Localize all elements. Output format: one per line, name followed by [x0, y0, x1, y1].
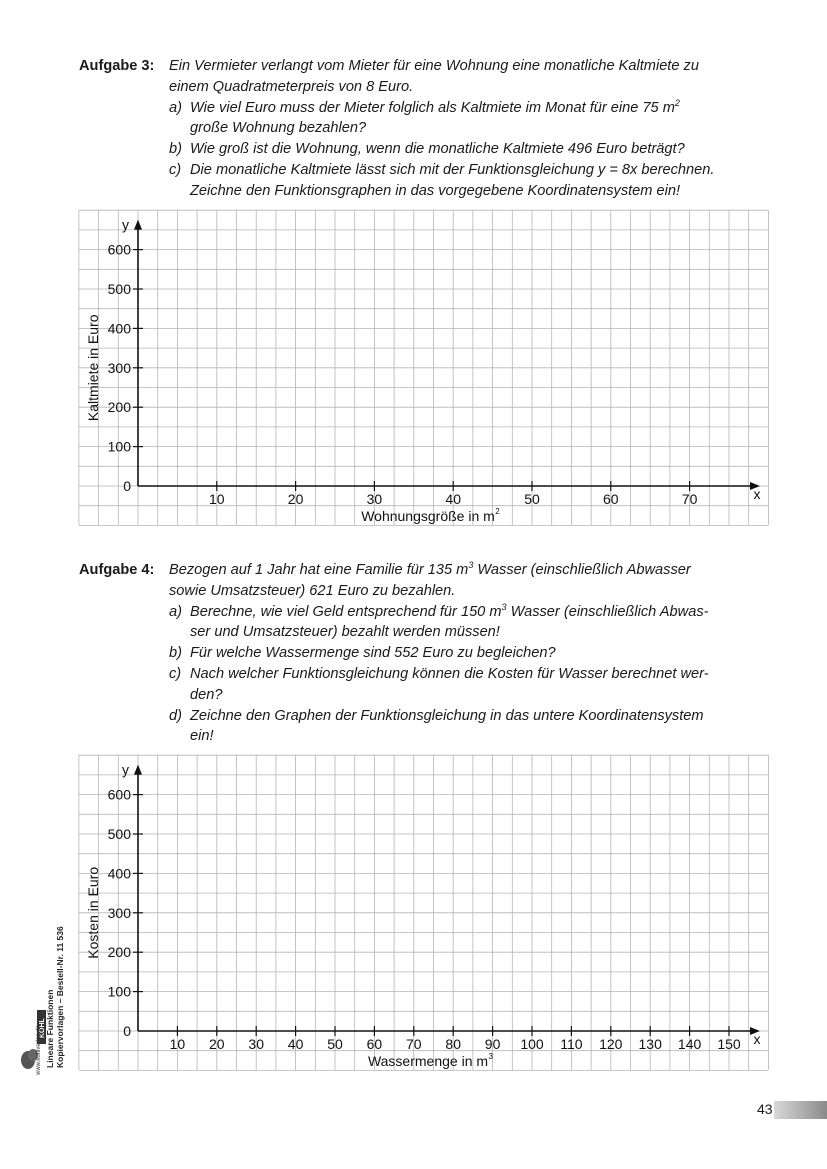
task-3-b-text: Wie groß ist die Wohnung, wenn die monatliche Kaltmiete 496 Euro beträgt?	[190, 141, 685, 158]
chart-1-x-tick-label: 30	[366, 491, 383, 507]
task-4-c-line-2: den?	[190, 686, 223, 703]
chart-2-x-tick-label: 20	[209, 1036, 225, 1052]
task-4-d-letter: d)	[169, 707, 182, 724]
chart-1-y-tick-label: 400	[107, 320, 131, 337]
task-4-intro-line-2: sowie Umsatzsteuer) 621 Euro zu bezahlen.	[169, 582, 456, 599]
task-4-c-line-1: Nach welcher Funktionsgleichung können die Kosten für Wasser berechnet wer-	[190, 665, 709, 682]
chart-2-y-tick-label: 0	[123, 1023, 131, 1039]
chart-1-y-axis-name: y	[122, 216, 129, 233]
chart-1-y-tick-label: 0	[123, 478, 131, 494]
task-4-intro-sup: 3	[468, 560, 474, 570]
chart-2-x-tick-label: 90	[484, 1036, 501, 1052]
task-3-c-letter: c)	[169, 161, 182, 178]
chart-1-x-axis-name: x	[753, 486, 761, 502]
imprint-subtitle: Kopiervorlagen – Bestell-Nr. 11 536	[55, 926, 65, 1068]
chart-2-y-axis-name: y	[122, 761, 129, 778]
chart-2-y-tick-label: 500	[107, 826, 131, 842]
chart-2-y-tick-label: 600	[107, 786, 131, 803]
chart-1-y-axis-label: Kaltmiete in Euro	[85, 314, 101, 422]
chart-2-x-axis-label-sup: 3	[488, 1052, 493, 1061]
imprint-website: www.kohlverlag.de	[36, 1024, 42, 1075]
chart-1-y-tick-label: 200	[107, 399, 131, 416]
chart-2-y-tick-label: 200	[107, 944, 131, 961]
chart-1-y-tick-label: 600	[107, 241, 131, 258]
page-number-bar	[774, 1101, 827, 1119]
task-3-a-letter: a)	[169, 99, 182, 116]
task-4-label: Aufgabe 4:	[79, 562, 155, 578]
chart-2-x-tick-label: 80	[445, 1036, 461, 1052]
task-3-c-line-1: Die monatliche Kaltmiete lässt sich mit der Funktionsgleichung y = 8x berechnen.	[190, 161, 715, 178]
task-3-intro-line-2: einem Quadratmeterpreis von 8 Euro.	[169, 78, 414, 95]
task-4-a-line-2: ser und Umsatzsteuer) bezahlt werden müssen!	[190, 624, 500, 641]
chart-2-y-tick-label: 300	[107, 904, 131, 921]
imprint-title: Lineare Funktionen	[45, 989, 55, 1068]
task-3-c-line-2: Zeichne den Funktionsgraphen in das vorgegebene Koordinatensystem ein!	[190, 182, 681, 199]
chart-2-x-tick-label: 110	[560, 1036, 583, 1052]
chart-2-x-tick-label: 120	[599, 1036, 623, 1052]
task-4-d-line-2: ein!	[190, 728, 214, 745]
chart-2-x-tick-label: 10	[169, 1036, 186, 1052]
chart-1-y-tick-label: 500	[107, 281, 131, 297]
chart-2-x-axis-label: Wassermenge in m	[367, 1053, 489, 1069]
publisher-imprint-graphic	[20, 830, 75, 1075]
chart-2-y-axis-label: Kosten in Euro	[85, 866, 101, 959]
chart-2-y-axis-arrow-icon	[134, 765, 142, 775]
chart-1-y-axis-arrow-icon	[134, 220, 142, 230]
task-4-intro-post: Wasser (einschließlich Abwasser	[473, 562, 691, 578]
task-4-intro-pre: Bezogen auf 1 Jahr hat eine Familie für 135 m	[169, 562, 469, 578]
task-4-a-letter: a)	[169, 603, 182, 620]
task-4-a-post: Wasser (einschließlich Abwas-	[506, 603, 709, 620]
chart-2-x-tick-label: 100	[520, 1036, 544, 1052]
task-3-intro-line-1: Ein Vermieter verlangt vom Mieter für eine Wohnung eine monatliche Kaltmiete zu	[169, 58, 699, 74]
chart-2-x-tick-label: 30	[248, 1036, 264, 1052]
task-3-a-text-1: Wie viel Euro muss der Mieter folglich als Kaltmiete im Monat für eine 75 m	[190, 99, 675, 116]
chart-2-x-tick-label: 150	[717, 1036, 741, 1052]
chart-1-y-tick-label: 100	[107, 438, 131, 455]
page-number: 43	[757, 1101, 773, 1117]
task-4-c-letter: c)	[169, 665, 182, 682]
chart-1-x-tick-label: 70	[681, 491, 698, 507]
chart-2-x-tick-label: 70	[406, 1036, 422, 1052]
task-4-b-text: Für welche Wassermenge sind 552 Euro zu begleichen?	[190, 645, 556, 662]
chart-2-x-tick-label: 130	[638, 1036, 662, 1052]
chart-2-x-tick-label: 50	[327, 1036, 343, 1052]
chart-1-x-axis-label: Wohnungsgröße in m	[361, 508, 495, 524]
task-3-b-letter: b)	[169, 141, 182, 158]
task-3-a-sup: 2	[674, 97, 680, 108]
chart-1-x-axis-label-sup: 2	[495, 507, 500, 516]
chart-2-x-axis-name: x	[753, 1031, 761, 1047]
chart-1-x-tick-label: 10	[209, 491, 225, 507]
task-4-a-sup: 3	[501, 601, 507, 612]
task-3-label: Aufgabe 3:	[79, 58, 155, 74]
task-4-a-pre: Berechne, wie viel Geld entsprechend für 150 m	[190, 603, 502, 620]
chart-2-x-tick-label: 60	[366, 1036, 383, 1052]
task-4-b-letter: b)	[169, 645, 182, 662]
chart-2-y-tick-label: 100	[107, 983, 131, 1000]
imprint-publisher: KOHL	[39, 1018, 46, 1038]
chart-1-x-tick-label: 40	[445, 491, 461, 507]
chart-1-x-tick-label: 20	[287, 491, 304, 507]
chart-1-x-tick-label: 50	[524, 491, 540, 507]
publisher-imprint	[20, 830, 75, 1075]
chart-2-x-tick-label: 140	[677, 1036, 702, 1052]
chart-1-x-tick-label: 60	[603, 491, 619, 507]
chart-2-y-tick-label: 400	[107, 865, 131, 882]
chart-2-x-tick-label: 40	[287, 1036, 304, 1052]
task-4-d-line-1: Zeichne den Graphen der Funktionsgleichung in das untere Koordinatensystem	[190, 707, 704, 724]
chart-1-y-tick-label: 300	[107, 359, 131, 376]
task-3-a-line-2: große Wohnung bezahlen?	[190, 120, 367, 137]
